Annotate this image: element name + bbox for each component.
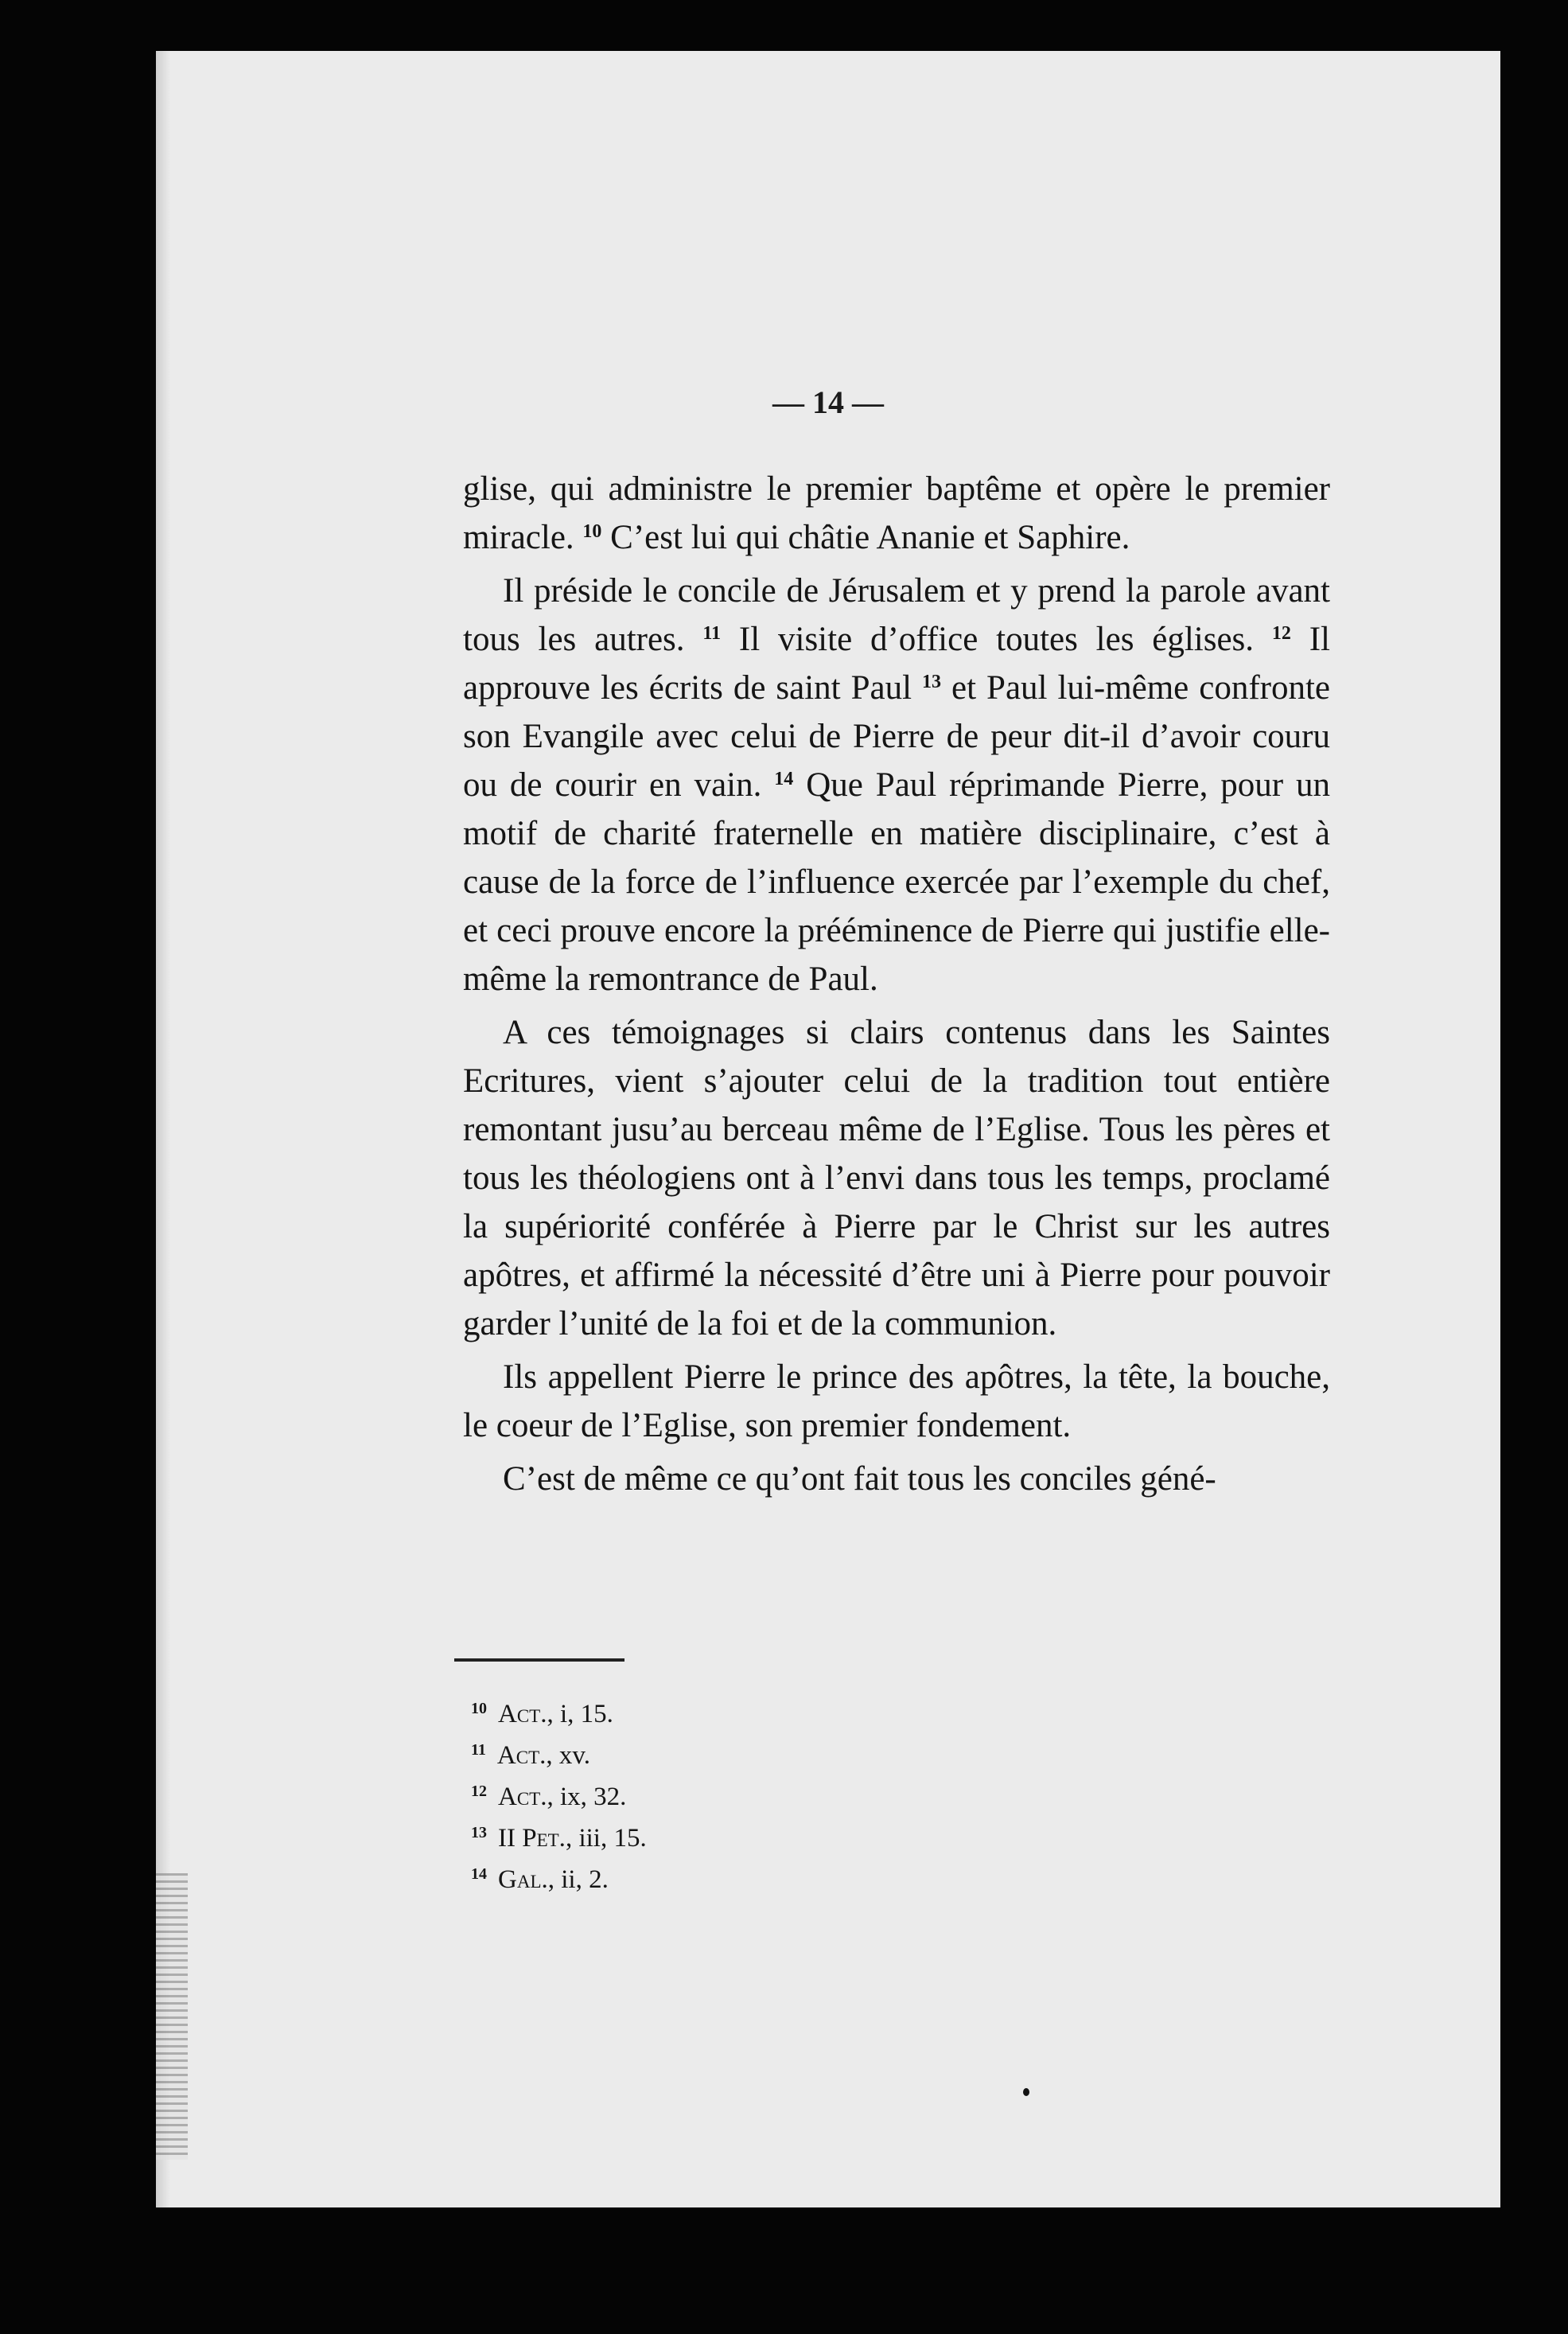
text-segment: glise, qui administre le premier baptême et opère le premier miracle. <box>463 470 1330 556</box>
footnote-reference-text: , xv. <box>546 1741 590 1770</box>
book-page <box>156 51 1500 2207</box>
text-segment: Il visite d’office toutes les églises. <box>721 621 1272 658</box>
footnote-source: Act. <box>498 1700 547 1728</box>
paragraph <box>463 465 1330 562</box>
footnote-source: Act. <box>498 1783 547 1811</box>
page-number: — 14 — <box>772 384 884 420</box>
text-segment: Il approuve les écrits de saint Paul <box>463 621 1330 707</box>
text-segment: C’est de même ce qu’ont fait tous les conciles géné- <box>503 1460 1216 1498</box>
footnote-number: 14 <box>471 1865 487 1883</box>
footnote-source: Act. <box>496 1741 547 1770</box>
paragraph <box>463 1353 1330 1450</box>
footnote <box>471 1735 647 1776</box>
footnote-reference-text: , ix, 32. <box>547 1783 627 1811</box>
footnotes <box>471 1693 647 1900</box>
text-segment: C’est lui qui châtie Ananie et Saphire. <box>601 519 1130 556</box>
footnote-reference-text: , iii, 15. <box>565 1824 647 1853</box>
footnote-reference: 14 <box>774 769 794 789</box>
footnote-reference: 11 <box>702 623 722 644</box>
paragraph <box>463 1008 1330 1348</box>
footnote <box>471 1818 647 1859</box>
footnote-source: II Pet. <box>498 1824 566 1853</box>
footnote-reference-text: , ii, 2. <box>547 1865 609 1894</box>
footnote-number: 12 <box>471 1783 487 1800</box>
footnote <box>471 1693 647 1735</box>
text-segment: et Paul lui-même confronte son Evangile avec celui de Pierre de peur dit-il d’avoir couru ou de courir en vain. <box>463 669 1331 804</box>
paper-speck <box>1023 2088 1029 2096</box>
footnote-reference: 12 <box>1271 623 1291 644</box>
paragraph <box>463 1455 1330 1503</box>
footnote-source: Gal. <box>498 1865 548 1894</box>
text-segment: A ces témoignages si clairs contenus dans les Saintes Ecritures, vient s’ajouter celui de la tradition tout entière remontant jusu’au berceau même de l’Eglise. Tous les pères et tous les théologiens ont à l’envi dans tous les temps, proclamé la supériorité conférée à Pierre par le Christ sur les autres apôtres, et affirmé la nécessité d’être uni à Pierre pour pouvoir garder l’unité de la foi et de la communion. <box>463 1014 1330 1342</box>
footnote-number: 13 <box>471 1824 487 1841</box>
footnote-number: 11 <box>471 1741 486 1759</box>
footnote-separator <box>454 1658 624 1662</box>
footnote <box>471 1859 647 1900</box>
footnote-number: 10 <box>471 1700 487 1717</box>
text-segment: Que Paul réprimande Pierre, pour un motif de charité fraternelle en matière disciplinaire, c’est à cause de la force de l’influence exercée par l’exemple du chef, et ceci prouve encore la prééminence de Pierre qui justifie elle-même la remontrance de Paul. <box>463 766 1331 998</box>
text-segment: Il préside le concile de Jérusalem et y prend la parole avant tous les autres. <box>463 572 1330 658</box>
footnote-reference-text: , i, 15. <box>547 1700 613 1728</box>
binding-edge <box>156 1873 188 2160</box>
text-segment: Ils appellent Pierre le prince des apôtres, la tête, la bouche, le coeur de l’Eglise, son premier fondement. <box>463 1358 1330 1444</box>
body-text <box>463 465 1330 1508</box>
footnote-reference: 10 <box>582 521 602 542</box>
footnote-reference: 13 <box>922 672 942 692</box>
paragraph <box>463 567 1330 1003</box>
footnote <box>471 1776 647 1818</box>
